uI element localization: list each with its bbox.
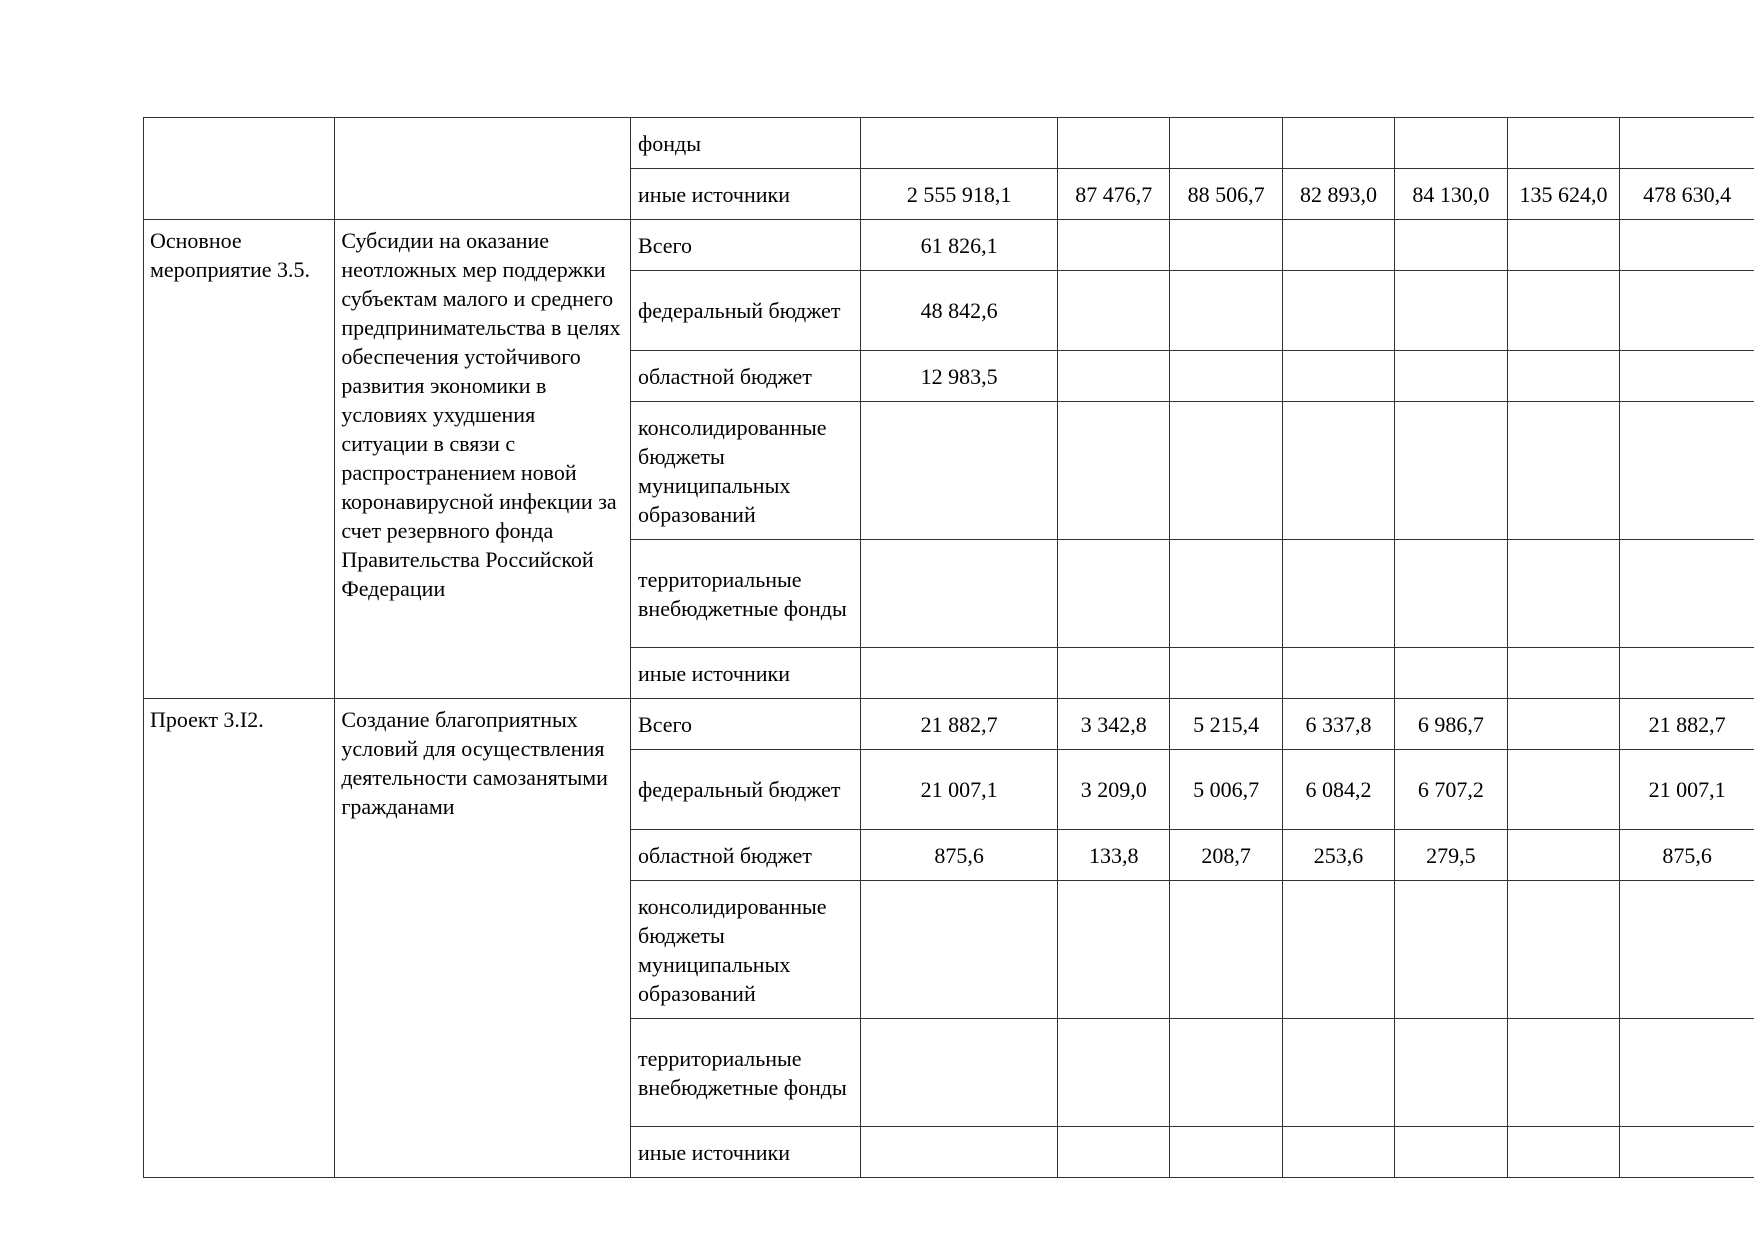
value-cell	[1507, 351, 1620, 402]
total-cell	[861, 402, 1058, 540]
value-cell	[1170, 1127, 1282, 1178]
value-cell	[1507, 271, 1620, 351]
value-cell: 135 624,0	[1507, 169, 1620, 220]
value-cell	[1620, 351, 1754, 402]
value-cell	[1507, 830, 1620, 881]
value-cell	[1620, 648, 1754, 699]
source-cell: иные источники	[631, 1127, 861, 1178]
source-cell: территориальные внебюджетные фонды	[631, 540, 861, 648]
value-cell	[1170, 118, 1282, 169]
value-cell	[1170, 540, 1282, 648]
title-cell	[335, 118, 631, 220]
code-cell	[144, 118, 335, 220]
value-cell	[1282, 351, 1394, 402]
value-cell	[1058, 118, 1170, 169]
value-cell: 279,5	[1395, 830, 1507, 881]
value-cell: 208,7	[1170, 830, 1282, 881]
source-cell: федеральный бюджет	[631, 750, 861, 830]
value-cell: 3 342,8	[1058, 699, 1170, 750]
value-cell: 6 337,8	[1282, 699, 1394, 750]
value-cell	[1507, 540, 1620, 648]
value-cell: 6 986,7	[1395, 699, 1507, 750]
value-cell	[1620, 271, 1754, 351]
value-cell	[1620, 220, 1754, 271]
total-cell: 48 842,6	[861, 271, 1058, 351]
value-cell	[1282, 220, 1394, 271]
value-cell: 21 007,1	[1620, 750, 1754, 830]
value-cell	[1395, 648, 1507, 699]
total-cell: 2 555 918,1	[861, 169, 1058, 220]
value-cell: 478 630,4	[1620, 169, 1754, 220]
value-cell: 21 882,7	[1620, 699, 1754, 750]
value-cell	[1620, 118, 1754, 169]
source-cell: иные источники	[631, 169, 861, 220]
value-cell: 88 506,7	[1170, 169, 1282, 220]
value-cell	[1395, 271, 1507, 351]
value-cell	[1620, 540, 1754, 648]
value-cell: 133,8	[1058, 830, 1170, 881]
table-row	[144, 118, 1754, 169]
total-cell: 21 007,1	[861, 750, 1058, 830]
value-cell	[1058, 648, 1170, 699]
value-cell	[1620, 881, 1754, 1019]
value-cell: 5 006,7	[1170, 750, 1282, 830]
value-cell	[1507, 118, 1620, 169]
value-cell: 3 209,0	[1058, 750, 1170, 830]
total-cell	[861, 1127, 1058, 1178]
value-cell: 253,6	[1282, 830, 1394, 881]
value-cell	[1507, 648, 1620, 699]
source-cell: областной бюджет	[631, 830, 861, 881]
value-cell	[1507, 1019, 1620, 1127]
project-code-cell: Проект 3.I2.	[144, 699, 335, 1178]
value-cell	[1170, 271, 1282, 351]
value-cell	[1395, 881, 1507, 1019]
value-cell	[1620, 402, 1754, 540]
total-cell: 875,6	[861, 830, 1058, 881]
value-cell	[1282, 648, 1394, 699]
value-cell: 82 893,0	[1282, 169, 1394, 220]
value-cell	[1395, 220, 1507, 271]
value-cell	[1170, 881, 1282, 1019]
event-title-cell: Субсидии на оказание неотложных мер поддержки субъектам малого и среднего предпринимательства в целях обеспечения устойчивого развития экономики в условиях ухудшения ситуации в связи с распространением новой коронавирусной инфекции за счет резервного фонда Правительства Российской Федерации	[335, 220, 631, 699]
value-cell	[1170, 402, 1282, 540]
total-cell	[861, 118, 1058, 169]
value-cell: 6 707,2	[1395, 750, 1507, 830]
value-cell	[1170, 351, 1282, 402]
value-cell: 875,6	[1620, 830, 1754, 881]
value-cell	[1058, 881, 1170, 1019]
project-title-cell: Создание благоприятных условий для осуществления деятельности самозанятыми гражданами	[335, 699, 631, 1178]
value-cell	[1507, 750, 1620, 830]
value-cell	[1395, 402, 1507, 540]
total-cell: 61 826,1	[861, 220, 1058, 271]
event-code-cell: Основное мероприятие 3.5.	[144, 220, 335, 699]
value-cell: 5 215,4	[1170, 699, 1282, 750]
value-cell	[1395, 540, 1507, 648]
total-cell: 12 983,5	[861, 351, 1058, 402]
value-cell	[1507, 1127, 1620, 1178]
value-cell	[1282, 271, 1394, 351]
table-row	[144, 220, 1754, 271]
value-cell	[1282, 1019, 1394, 1127]
total-cell	[861, 648, 1058, 699]
total-cell	[861, 540, 1058, 648]
value-cell	[1507, 699, 1620, 750]
value-cell: 6 084,2	[1282, 750, 1394, 830]
source-cell: консолидированные бюджеты муниципальных образований	[631, 881, 861, 1019]
source-cell: иные источники	[631, 648, 861, 699]
value-cell	[1058, 351, 1170, 402]
budget-table	[143, 117, 1754, 1178]
value-cell	[1058, 220, 1170, 271]
value-cell	[1507, 220, 1620, 271]
value-cell	[1170, 1019, 1282, 1127]
source-cell: Всего	[631, 699, 861, 750]
total-cell: 21 882,7	[861, 699, 1058, 750]
value-cell	[1282, 1127, 1394, 1178]
value-cell	[1058, 1127, 1170, 1178]
value-cell	[1170, 648, 1282, 699]
table-row	[144, 699, 1754, 750]
value-cell	[1058, 1019, 1170, 1127]
value-cell	[1395, 1019, 1507, 1127]
value-cell	[1282, 540, 1394, 648]
value-cell	[1058, 540, 1170, 648]
source-cell: территориальные внебюджетные фонды	[631, 1019, 861, 1127]
value-cell	[1507, 402, 1620, 540]
value-cell	[1170, 220, 1282, 271]
source-cell: консолидированные бюджеты муниципальных образований	[631, 402, 861, 540]
value-cell	[1058, 402, 1170, 540]
source-cell: Всего	[631, 220, 861, 271]
total-cell	[861, 1019, 1058, 1127]
source-cell: федеральный бюджет	[631, 271, 861, 351]
value-cell	[1507, 881, 1620, 1019]
value-cell	[1282, 402, 1394, 540]
total-cell	[861, 881, 1058, 1019]
source-cell: областной бюджет	[631, 351, 861, 402]
value-cell	[1620, 1127, 1754, 1178]
value-cell	[1395, 351, 1507, 402]
value-cell: 84 130,0	[1395, 169, 1507, 220]
value-cell	[1395, 118, 1507, 169]
source-cell: фонды	[631, 118, 861, 169]
value-cell	[1058, 271, 1170, 351]
value-cell	[1620, 1019, 1754, 1127]
value-cell	[1282, 118, 1394, 169]
value-cell: 87 476,7	[1058, 169, 1170, 220]
value-cell	[1282, 881, 1394, 1019]
value-cell	[1395, 1127, 1507, 1178]
